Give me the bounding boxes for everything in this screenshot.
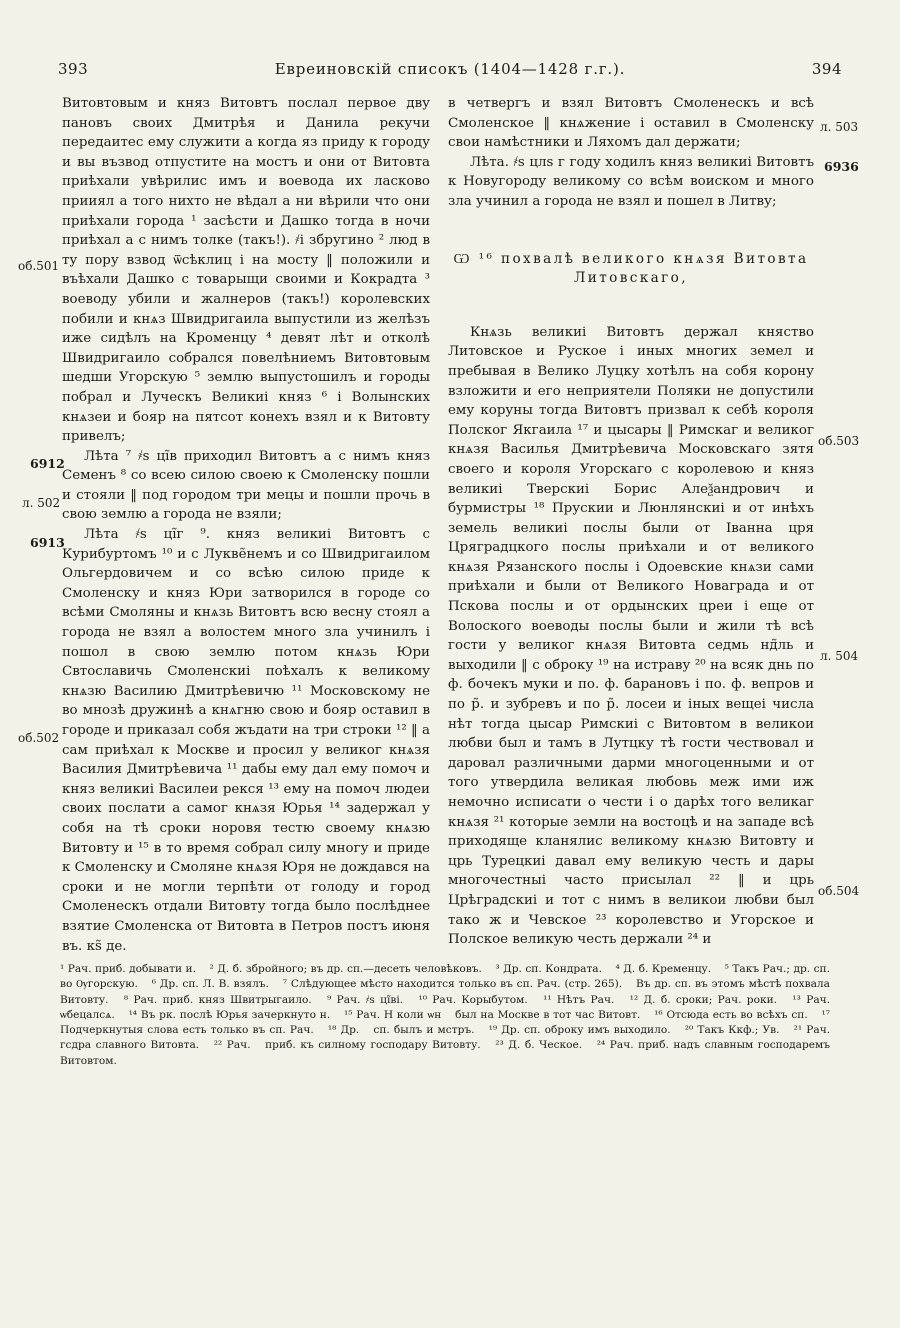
paragraph: Витовтовым и княз Витовтъ послал первое дву пановъ своих Дмитрѣя и Данила рекучи передаитес ему служити а когда яз приду к городу и вы възвод отпустите на мостъ и они от Витовта приѣхали увѣрилис имъ и воевода их ласково прииял а того нихто не вѣдал а ни вѣрили что они приѣхали города ¹ засѣсти и Дашко тогда в ночи приѣхал а с нимъ толке (такъ!). ҂і збругино ² люд в ту пору взвод ѿсѣклиц і на мосту ‖ положили и въѣхали Дашко с товарыщи своими и Кокрадта ³ воеводу убили и жалнеров (такъ!) королевских побили и кнѧз Швидригаила выпустили из желѣзъ иже сидѣлъ на Кроменцу ⁴ девят лѣт и отколѣ Швидригаило собрался повелѣниемъ Витовтовым шедши Угорскую ⁵ землю выпустошилъ и городы побрал и Луческъ Великиі княз ⁶ і Волынских кнѧзеи и бояр на пятсот конехъ взял и к Витовту привелъ; [62, 96, 430, 445]
page-header [58, 60, 842, 82]
footnote: ⁹ Рач. ҂ѕ ці̃ві. [327, 993, 404, 1006]
right-column [448, 94, 814, 950]
footnote: ¹⁶ Отсюда есть во всѣхъ сп. [654, 1008, 808, 1021]
paragraph: Лѣта ⁷ ҂ѕ ці̃в приходил Витовтъ а с нимъ княз Семенъ ⁸ со всею силою своею к Смоленску пошли и стояли ‖ под городом три мецы и пошли прочь в свою землю а города не взяли; [62, 448, 430, 523]
footnote: приб. къ силному господару Витовту. [265, 1039, 481, 1052]
footnote: ²² Рач. [213, 1039, 251, 1052]
footnote: ²¹ Рач. гсдра славного Витовта. [60, 1024, 831, 1052]
section-title: Ѡ ¹⁶ похвалѣ великого кнѧзя Витовта Литовскаго, [453, 250, 809, 287]
page-number-right: 394 [811, 60, 842, 78]
margin-note-folio: об.501 [18, 259, 60, 273]
margin-note-folio: л. 502 [22, 496, 61, 510]
footnote: ¹⁰ Рач. Корыбутом. [418, 993, 528, 1006]
running-title: Евреиновскій списокъ (1404—1428 г.г.). [274, 60, 626, 78]
footnote: ¹⁸ Др. [327, 1024, 360, 1037]
footnote: ⁴ Д. б. Кременцу. [615, 963, 712, 975]
margin-note-folio: об.504 [818, 884, 860, 898]
footnote: ²³ Д. б. Ческое. [495, 1039, 583, 1052]
footnote: ⁵ Такъ Рач.; др. сп. во Ѹгорскую. [60, 963, 830, 991]
margin-note-folio: об.502 [18, 731, 60, 745]
footnote: ⁸ Рач. приб. княз Швитрыгаило. [123, 993, 312, 1006]
footnote: сп. былъ и мстръ. [373, 1024, 475, 1037]
footnote: ¹² Д. б. сроки; Рач. роки. [629, 993, 777, 1006]
margin-note-year: 6936 [824, 159, 859, 174]
paragraph: в четвергъ и взял Витовтъ Смоленескъ и всѣ Смоленское ‖ кнѧжение і оставил в Смоленску свои намѣстники и Ляхомъ дал держати; [448, 96, 814, 151]
footnote: ¹⁹ Др. сп. оброку имъ выходило. [488, 1024, 671, 1037]
page-number-left: 393 [58, 60, 89, 78]
footnote: ⁶ Др. сп. Л. В. взялъ. [151, 978, 269, 991]
margin-note-year: 6913 [30, 535, 65, 550]
footnote: ² Д. б. збройного; въ др. сп.—десеть человѣковъ. [209, 963, 482, 975]
paragraph: Лѣта ҂ѕ ці̃г ⁹. княз великиі Витовтъ с Курибуртомъ ¹⁰ и с Лукве̃немъ и со Швидригаилом Ольгердовичем и со всѣю силою приде к Смоленску и княз Юри затворился в городе со всѣми Смоляны и кнѧзь Витовтъ всю весну стоял а города не взял а волостем много зла учинилъ і пошол в свою землю потом кнѧзь Юри Свтославичь Смоленскиі поѣхалъ к великому кнѧзю Василию Дмитрѣевичю ¹¹ Московскому не во мнозѣ дружинѣ а кнѧгню свою и бояр оставил в городе и приказал собя жъдати на три строки ¹² ‖ а сам приѣхал к Москве и просил у великог кнѧзя Василия Дмитрѣевича ¹¹ дабы ему дал ему помоч и княз великиі Василеи рекся ¹³ ему на помоч людеи своих послати а самог кнѧзя Юрья ¹⁴ задержал у собя на тѣ сроки норовя тестю своему кнѧзю Витовту и ¹⁵ в то время собрал силу многу и приде к Смоленску и Смоляне кнѧзя Юря не дождався на сроки и не могли терпѣти от голоду и город Смоленескъ отдали Витовту тогда было послѣднее взятие Смоленска от Витовта в Петров постъ июня въ. кѕ̃ де. [62, 527, 430, 954]
footnote: ¹⁵ Рач. Н коли ѡн [344, 1008, 442, 1021]
footnote: ²⁰ Такъ Ккф.; Ув. [684, 1024, 780, 1037]
footnote: ¹⁴ Въ рк. послѣ Юрья зачеркнуто н. [128, 1008, 331, 1021]
footnote: ³ Др. сп. Кондрата. [495, 963, 602, 975]
left-column [62, 94, 430, 956]
footnote: ¹³ Рач. ѡбецалсѧ. [60, 993, 831, 1021]
margin-note-folio: об.503 [818, 434, 860, 448]
footnote: был на Москве в тот час Витовт. [455, 1008, 641, 1021]
footnote: Въ др. сп. въ этомъ мѣстѣ похвала Витовту. [60, 978, 830, 1006]
footnote: ⁷ Слѣдующее мѣсто находится только въ сп. Рач. (стр. 265). [282, 978, 623, 991]
footnote: ¹ Рач. приб. добывати и. [60, 963, 196, 975]
paragraph: Кнѧзь великиі Витовтъ держал княство Литовское и Руское і иных многих земел и пребывая в Велико Луцку хотѣлъ на собя корону взложити и его неприятели Поляки не допустили ему коруны тогда Витовтъ призвал к себѣ короля Полског Якгаила ¹⁷ и цысары ‖ Римскаг и великог кнѧзя Василья Дмитрѣевича Московскаго зятя своего и короля Угорскаго с королевою и княз великиі Тверскиі Борис Алеѯандрович и бурмистры ¹⁸ Прускии и Люнлянскиі и от инѣхъ земель великиі послы были от Іванна цря Цряградцкого послы приѣхали и от великого кнѧзя Рязанского послы і Одоевские кнѧзи сами приѣхали и были от Великого Новаграда и от Пскова послы и от ордынских цреи і еще от Волоского воеводы послы были и жили тѣ всѣ гости у великог кнѧзя Витовта седмь нд̃ль и выходили ‖ с оброку ¹⁹ на истраву ²⁰ на всяк днь по ф. бочекъ муки и по. ф. барановъ і по. ф. вепров и по р̃. и зубревъ и по р̃. лосеи и іных вещеі числа нѣт тогда цысар Римскиі с Витовтом в великои любви был и тамъ в Лутцку тѣ гости чествовал и даровал различными дарми многоценными и от того утвердила великая любовь меж ими иж немочно исписати о чести і о дарѣх того великаг кнѧзя ²¹ которые земли на востоцѣ и на западе всѣ приходяще кланялис великому кнѧзю Витовту и црь Турецкиі давал ему великую честь и дары многочестныі часто присылал ²² ‖ и црь Црѣградскиі и тот с нимъ в великои любви был тако ж и Чевское ²³ королевство и Угорское и Полское великую честь держали ²⁴ и [448, 324, 814, 948]
margin-note-folio: л. 503 [820, 120, 859, 134]
footnote: ²⁴ Рач. приб. надъ славным господаремъ Витовтом. [60, 1039, 830, 1067]
margin-note-folio: л. 504 [820, 649, 859, 663]
footnotes [60, 962, 830, 1069]
margin-note-year: 6912 [30, 456, 65, 471]
footnote: ¹¹ Нѣтъ Рач. [543, 993, 615, 1006]
footnote: ¹⁷ Подчеркнутыя слова есть только въ сп. Рач. [60, 1008, 830, 1037]
paragraph: Лѣта. ҂ѕ цлѕ г году ходилъ княз великиі Витовтъ к Новугороду великому со всѣм воиском и много зла учинил а города не взял и пошел в Литву; [448, 154, 814, 209]
